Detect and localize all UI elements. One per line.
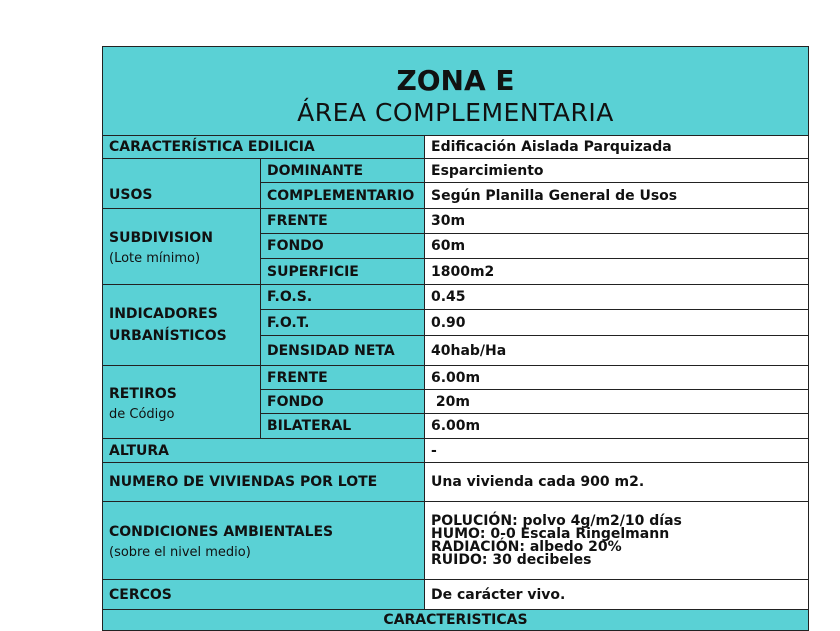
condiciones-values xyxy=(425,502,809,580)
viviendas-label: NUMERO DE VIVIENDAS POR LOTE xyxy=(103,463,425,502)
condicion-radiacion: RADIACIÓN: albedo 20% xyxy=(431,538,622,555)
indicadores-label-line1: INDICADORES xyxy=(109,306,218,322)
usos-value-dominante: Esparcimiento xyxy=(425,159,809,183)
altura-value: - xyxy=(425,439,809,463)
subdivision-label xyxy=(103,209,261,285)
usos-label-text: USOS xyxy=(109,186,153,203)
condicion-polucion: POLUCIÓN: polvo 4g/m2/10 días xyxy=(431,512,682,529)
condiciones-label xyxy=(103,502,425,580)
retiros-sub-bilateral: BILATERAL xyxy=(261,414,425,439)
indicadores-value-fot: 0.90 xyxy=(425,310,809,336)
condiciones-label-text: CONDICIONES AMBIENTALES xyxy=(109,524,334,540)
indicadores-label-line2: URBANÍSTICOS xyxy=(109,328,227,344)
subdivision-value-superficie: 1800m2 xyxy=(425,259,809,285)
indicadores-label xyxy=(103,285,261,366)
caracteristica-value: Edificación Aislada Parquizada xyxy=(425,136,809,159)
retiros-label-text: RETIROS xyxy=(109,385,177,402)
subdivision-label-text: SUBDIVISION xyxy=(109,230,213,246)
cercos-value: De carácter vivo. xyxy=(425,580,809,610)
condiciones-note: (sobre el nivel medio) xyxy=(109,545,251,560)
subdivision-value-fondo: 60m xyxy=(425,234,809,259)
subdivision-sub-frente: FRENTE xyxy=(261,209,425,234)
condicion-ruido: RUIDO: 30 decibeles xyxy=(431,551,592,568)
retiros-value-fondo: 20m xyxy=(425,390,809,414)
caracteristicas-footer: CARACTERISTICAS xyxy=(103,610,809,631)
altura-label: ALTURA xyxy=(103,439,425,463)
retiros-label xyxy=(103,366,261,439)
retiros-sub-frente: FRENTE xyxy=(261,366,425,390)
cercos-label: CERCOS xyxy=(103,580,425,610)
indicadores-sub-densidad: DENSIDAD NETA xyxy=(261,336,425,366)
usos-sub-complementario: COMPLEMENTARIO xyxy=(261,183,425,209)
usos-value-complementario: Según Planilla General de Usos xyxy=(425,183,809,209)
usos-sub-dominante: DOMINANTE xyxy=(261,159,425,183)
zone-table xyxy=(102,46,809,631)
indicadores-sub-fot: F.O.T. xyxy=(261,310,425,336)
subdivision-sub-fondo: FONDO xyxy=(261,234,425,259)
indicadores-sub-fos: F.O.S. xyxy=(261,285,425,310)
subdivision-note: (Lote mínimo) xyxy=(109,251,201,266)
zone-header xyxy=(103,47,809,136)
retiros-value-bilateral: 6.00m xyxy=(425,414,809,439)
viviendas-value: Una vivienda cada 900 m2. xyxy=(425,463,809,502)
usos-label xyxy=(103,159,261,209)
retiros-note: de Código xyxy=(109,406,175,422)
caracteristica-label: CARACTERÍSTICA EDILICIA xyxy=(103,136,425,159)
indicadores-value-densidad: 40hab/Ha xyxy=(425,336,809,366)
zone-title: ZONA E xyxy=(396,64,515,97)
retiros-sub-fondo: FONDO xyxy=(261,390,425,414)
subdivision-value-frente: 30m xyxy=(425,209,809,234)
zone-subtitle: ÁREA COMPLEMENTARIA xyxy=(297,98,614,127)
condicion-humo: HUMO: 0-0 Escala Ringelmann xyxy=(431,525,670,542)
page-header-text xyxy=(118,0,808,1)
indicadores-value-fos: 0.45 xyxy=(425,285,809,310)
subdivision-sub-superficie: SUPERFICIE xyxy=(261,259,425,285)
retiros-value-frente: 6.00m xyxy=(425,366,809,390)
